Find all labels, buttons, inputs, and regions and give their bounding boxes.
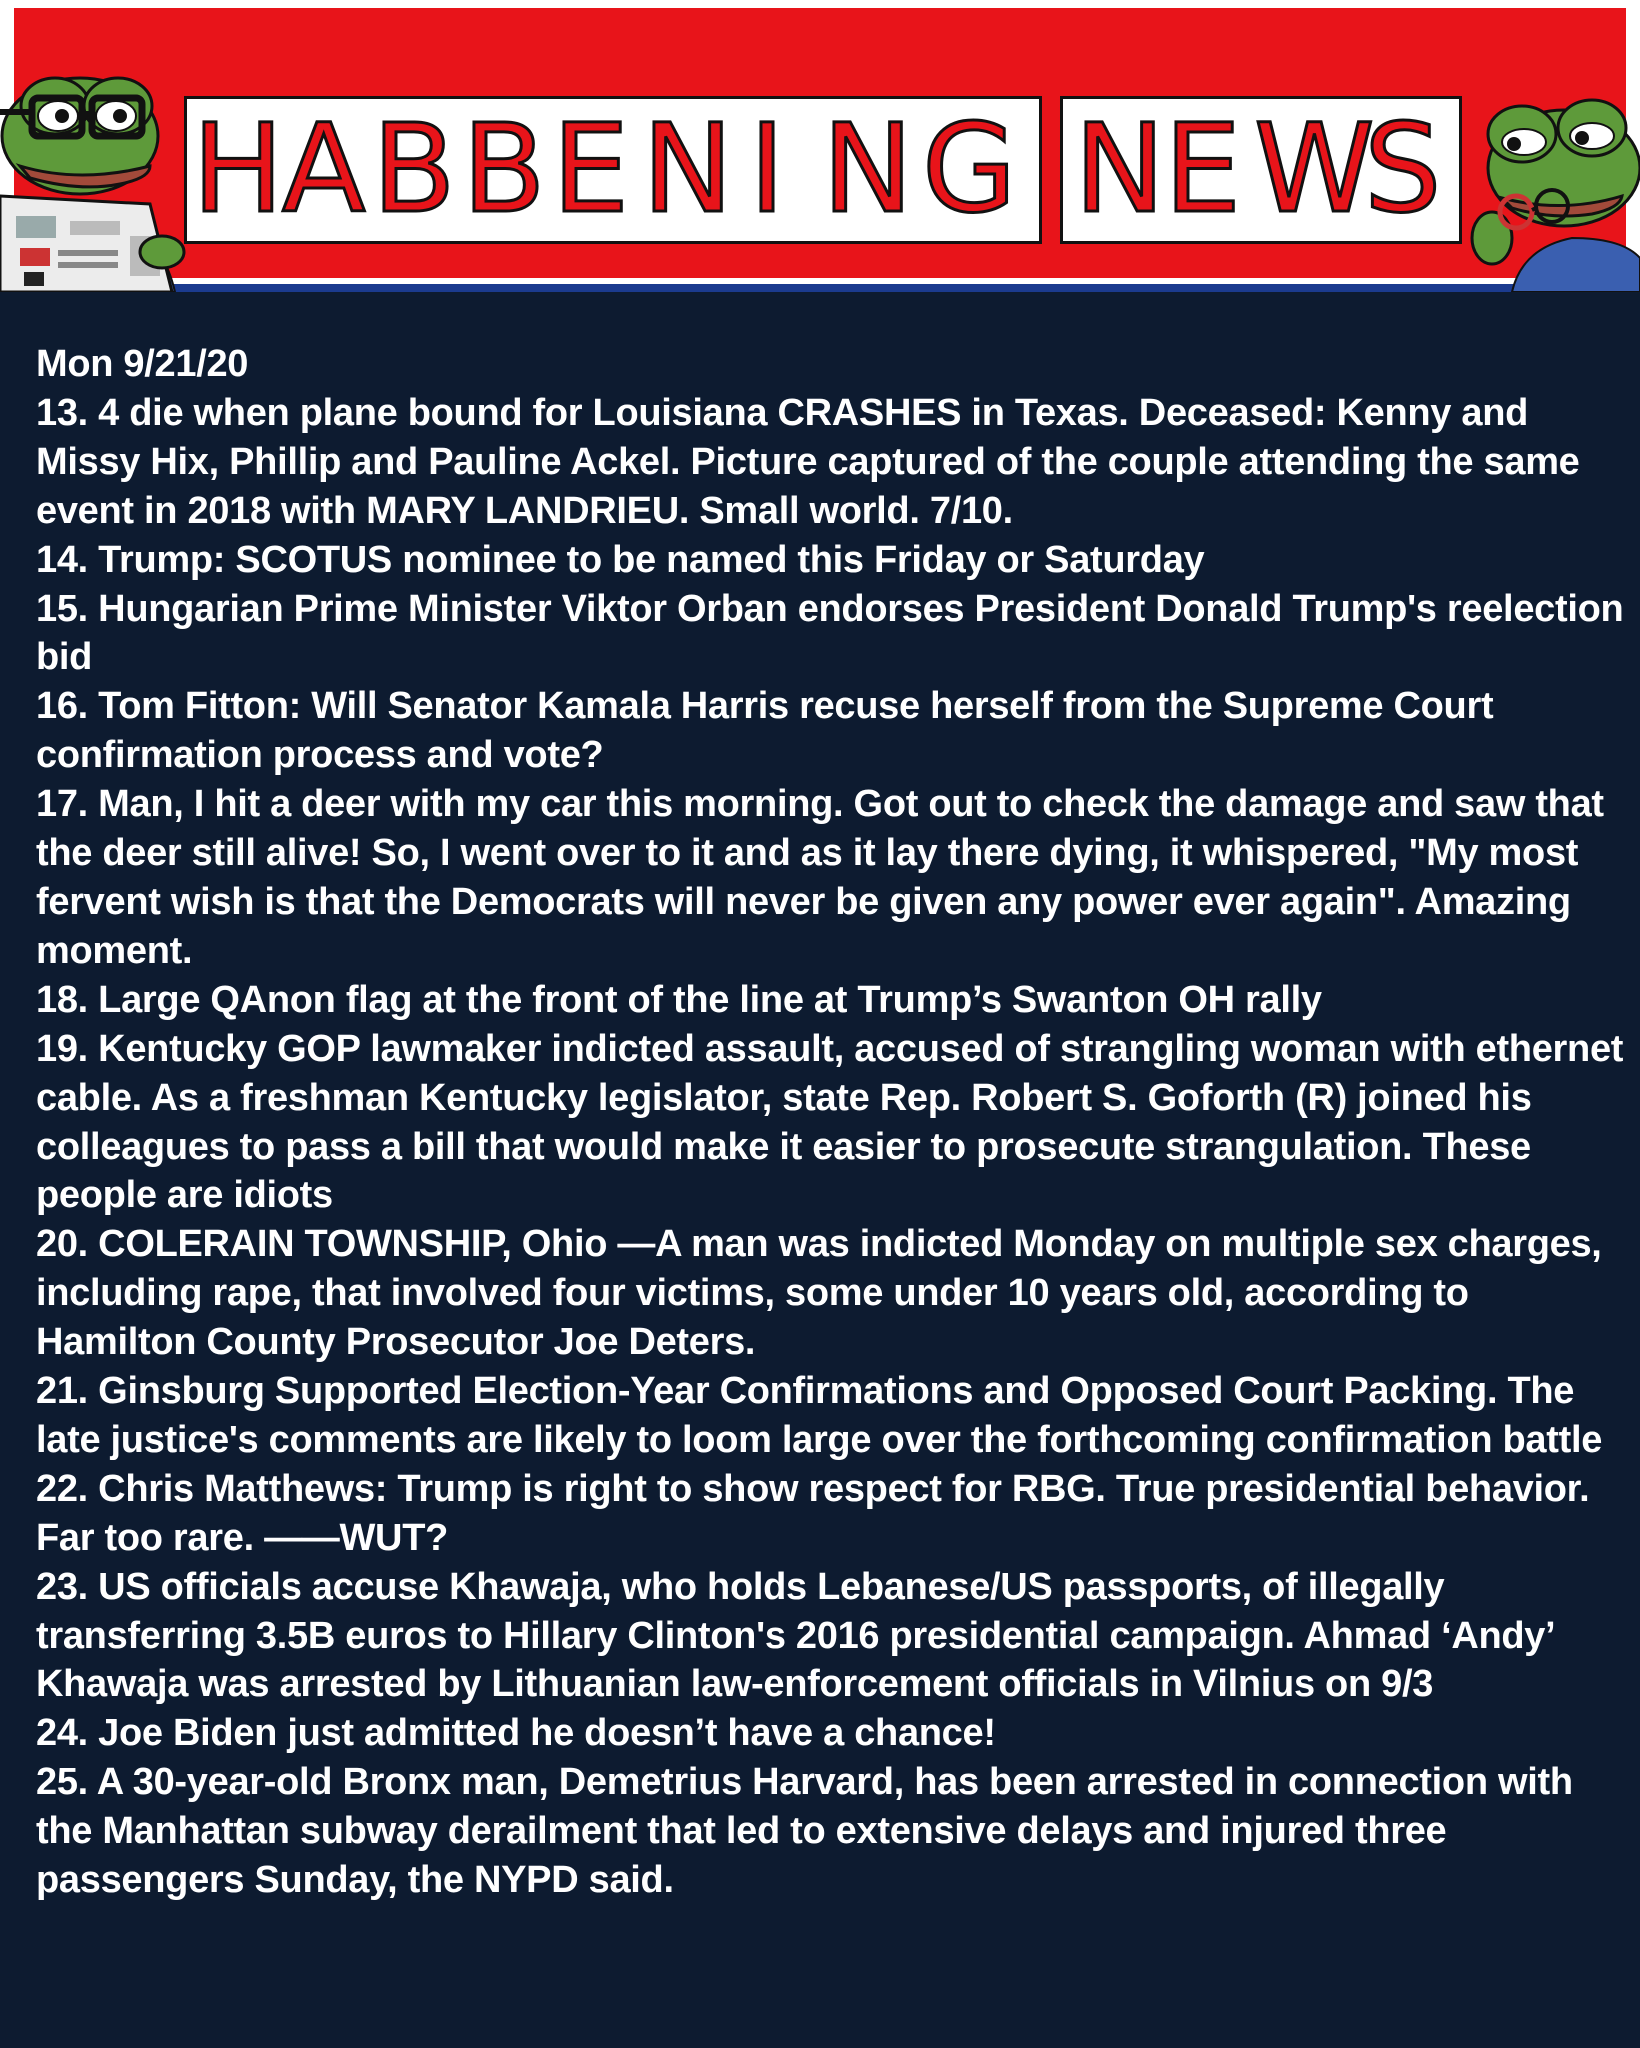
news-item: 24. Joe Biden just admitted he doesn’t have a chance!	[36, 1712, 996, 1755]
news-item: 15. Hungarian Prime Minister Viktor Orban endorses President Donald Trump's reelection bid	[36, 587, 1624, 679]
news-item: 18. Large QAnon flag at the front of the line at Trump’s Swanton OH rally	[36, 978, 1322, 1021]
news-item: 17. Man, I hit a deer with my car this morning. Got out to check the damage and saw that the deer still alive! So, I went over to it and as it lay there dying, it whispered, "My most fervent wish is that the Democrats will never be given any power ever again". Amazing moment.	[36, 783, 1604, 972]
frog-reading-newspaper-icon	[0, 66, 200, 292]
title-letter: B	[372, 98, 456, 240]
news-list	[36, 340, 1626, 1905]
news-item: 14. Trump: SCOTUS nominee to be named this Friday or Saturday	[36, 538, 1205, 581]
title-letter: E	[1164, 98, 1242, 240]
news-item: 21. Ginsburg Supported Election-Year Confirmations and Opposed Court Packing. The late justice's comments are likely to loom large over the forthcoming confirmation battle	[36, 1370, 1603, 1461]
title-letter: A	[282, 98, 366, 240]
title-letter: B	[462, 98, 546, 240]
title-letter: G	[922, 98, 1017, 240]
title-letter: N	[642, 98, 734, 240]
news-item: 25. A 30-year-old Bronx man, Demetrius Harvard, has been arrested in connection with the Manhattan subway derailment that led to extensive delays and injured three passengers Sunday, the NYPD said.	[36, 1761, 1573, 1902]
frog-thinking-icon	[1452, 88, 1640, 292]
title-letter: I	[749, 98, 785, 240]
news-item: 16. Tom Fitton: Will Senator Kamala Harris recuse herself from the Supreme Court confirmation process and vote?	[36, 685, 1494, 777]
news-item: 20. COLERAIN TOWNSHIP, Ohio —A man was indicted Monday on multiple sex charges, including rape, that involved four victims, some under 10 years old, according to Hamilton County Prosecutor Joe Deters.	[36, 1223, 1602, 1364]
header-banner	[0, 0, 1640, 292]
title-word-habbening	[180, 96, 1040, 246]
title-letter: N	[1074, 98, 1166, 240]
title-letter: E	[552, 98, 630, 240]
news-date: Mon 9/21/20	[36, 343, 249, 385]
title-letter: N	[822, 98, 914, 240]
banner-blue-stripe	[0, 284, 1640, 292]
title-word-news	[1060, 96, 1460, 246]
title-letter: H	[192, 98, 284, 240]
news-item: 22. Chris Matthews: Trump is right to show respect for RBG. True presidential behavior. Far too rare. ——WUT?	[36, 1467, 1590, 1559]
news-item: 23. US officials accuse Khawaja, who holds Lebanese/US passports, of illegally transferring 3.5B euros to Hillary Clinton's 2016 presidential campaign. Ahmad ‘Andy’ Khawaja was arrested by Lithuanian law-enforcement officials in Vilnius on 9/3	[36, 1565, 1554, 1706]
news-item: 13. 4 die when plane bound for Louisiana CRASHES in Texas. Deceased: Kenny and Missy Hix, Phillip and Pauline Ackel. Picture captured of the couple attending the same event in 2018 with MARY LANDRIEU. Small world. 7/10.	[36, 391, 1580, 532]
title-letter: W	[1254, 98, 1375, 240]
banner-title	[180, 96, 1480, 246]
title-letter: S	[1364, 98, 1442, 240]
news-item: 19. Kentucky GOP lawmaker indicted assault, accused of strangling woman with ethernet cable. As a freshman Kentucky legislator, state Rep. Robert S. Goforth (R) joined his colleagues to pass a bill that would make it easier to prosecute strangulation. These people are idiots	[36, 1027, 1624, 1217]
